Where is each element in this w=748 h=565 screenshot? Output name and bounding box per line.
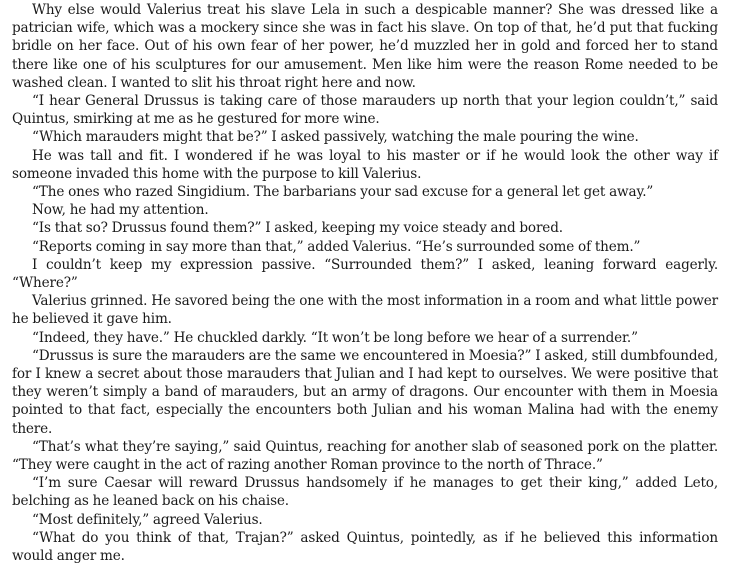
paragraph: “What do you think of that, Trajan?” asked Quintus, pointedly, as if he believed this information would anger me. bbox=[12, 529, 718, 565]
paragraph: He was tall and fit. I wondered if he was loyal to his master or if he would look the other way if someone invaded this home with the purpose to kill Valerius. bbox=[12, 147, 718, 182]
paragraph: “I’m sure Caesar will reward Drussus handsomely if he manages to get their king,” added Leto, belching as he leaned back on his chaise. bbox=[12, 475, 718, 510]
paragraph: Now, he had my attention. bbox=[32, 202, 209, 219]
paragraph: Why else would Valerius treat his slave Lela in such a despicable manner? She was dressed like a patrician wife, which was a mockery since she was in fact his slave. On top of that, he’d put that fucking bridle on her face. Out of his own fear of her power, he’d muzzled her in gold and forced her to stand there like one of his sculptures for our amusement. Men like him were the reason Rome needed to be washed clean. I wanted to slit his throat right here and now. bbox=[12, 2, 718, 91]
paragraph: “Most definitely,” agreed Valerius. bbox=[32, 511, 263, 528]
paragraph: “Which marauders might that be?” I asked passively, watching the male pouring the wine. bbox=[32, 129, 639, 146]
paragraph: Valerius grinned. He savored being the one with the most information in a room and what little power he believed it gave him. bbox=[12, 293, 718, 328]
paragraph: I couldn’t keep my expression passive. “Surrounded them?” I asked, leaning forward eagerly. “Where?” bbox=[12, 256, 718, 292]
paragraph: “That’s what they’re saying,” said Quintus, reaching for another slab of seasoned pork on the platter. “They were caught in the act of razing another Roman province to the north of Thrace.” bbox=[12, 438, 718, 474]
paragraph: “Reports coming in say more than that,” added Valerius. “He’s surrounded some of them.” bbox=[32, 238, 641, 255]
paragraph: “Indeed, they have.” He chuckled darkly. “It won’t be long before we hear of a surrender.” bbox=[32, 329, 638, 346]
paragraph: “The ones who razed Singidium. The barbarians your sad excuse for a general let get away.” bbox=[32, 184, 654, 201]
paragraph: “Drussus is sure the marauders are the same we encountered in Moesia?” I asked, still dumbfounded, for I knew a secret about those marauders that Julian and I had kept to ourselves. We were positive that they weren’t simply a band of marauders, but an army of dragons. Our encounter with them in Moesia pointed to that fact, especially the encounters both Julian and his woman Malina had with the enemy there. bbox=[12, 347, 718, 437]
paragraph: “I hear General Drussus is taking care of those marauders up north that your legion couldn’t,” said Quintus, smirking at me as he gestured for more wine. bbox=[12, 93, 718, 128]
paragraph: “Is that so? Drussus found them?” I asked, keeping my voice steady and bored. bbox=[32, 220, 563, 237]
book-page bbox=[12, 1, 718, 565]
